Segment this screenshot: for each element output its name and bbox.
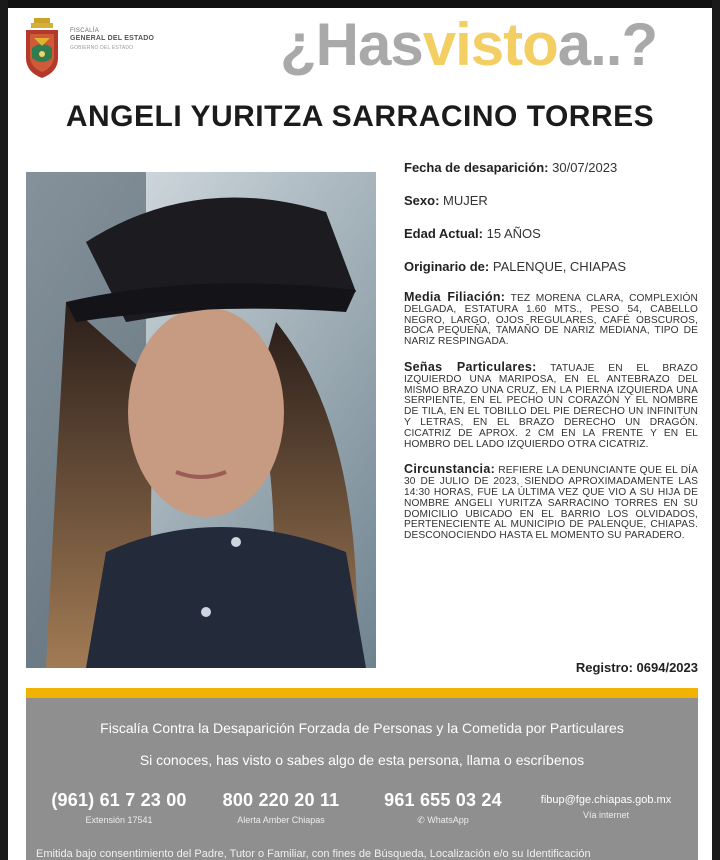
whatsapp-icon: ✆ [417, 815, 428, 825]
person-name: ANGELI YURITZA SARRACINO TORRES [65, 100, 655, 133]
registration-label: Registro: [575, 660, 633, 675]
sex [404, 193, 698, 208]
missing-person-poster [8, 0, 712, 860]
origin [404, 259, 698, 274]
contact-phone-number: (961) 61 7 23 00 [51, 790, 187, 810]
headline [280, 11, 658, 78]
contact-whatsapp [368, 790, 518, 826]
sex-value: MUJER [443, 193, 488, 208]
top-border [8, 0, 712, 8]
contact-amber-alert [206, 790, 356, 825]
current-age-label: Edad Actual: [404, 226, 483, 241]
disappearance-date-value: 30/07/2023 [552, 160, 618, 175]
circumstance-label: Circunstancia: [404, 462, 496, 477]
headline-part-1: ¿Has [280, 11, 423, 78]
footer-call-to-action: Si conoces, has visto o sabes algo de esta persona, llama o escríbenos [139, 752, 585, 768]
contact-email-address: fibup@fge.chiapas.gob.mx [540, 794, 672, 806]
sex-label: Sexo: [404, 193, 440, 208]
details-panel [404, 160, 698, 556]
gold-divider [26, 688, 698, 698]
physical-description-value: TEZ MORENA CLARA, COMPLEXIÓN DELGADA, ESTATURA 1.60 MTS., PESO 54, CABELLO NEGRO, LARGO, OJOS REGULARES, CAFÉ OBSCUROS, BOCA PEQUEÑA, TAMAÑO DE NARIZ MEDIANA, TIPO DE NARIZ RESPINGADA. [404, 293, 698, 348]
institution-line-2: GENERAL DEL ESTADO [70, 35, 155, 42]
distinguishing-marks-label: Señas Particulares: [404, 359, 537, 374]
state-coat-of-arms-logo [22, 18, 62, 80]
contact-phone-extension: Extensión 17541 [85, 815, 153, 825]
distinguishing-marks [404, 359, 699, 450]
physical-description [404, 292, 698, 348]
current-age-value: 15 AÑOS [486, 226, 541, 241]
registration-number [404, 660, 698, 675]
contact-whatsapp-label [368, 815, 518, 826]
distinguishing-marks-value: TATUAJE EN EL BRAZO IZQUIERDO UNA MARIPOSA, EN EL ANTEBRAZO DEL MISMO BRAZO UNA CRUZ, EN LA PIERNA IZQUIERDA UNA SERPIENTE, EN EL PECHO UN CORAZÓN Y EL NOMBRE DE TILA, EN EL TOBILLO DEL PIE DERECHO UN INFINITUN Y LETRAS, EN EL BRAZO DERECHO UN DRAGÓN. CICATRIZ DE APROX. 2 CM EN LA FRENTE Y EN EL HOMBRO DEL LADO IZQUIERDO OTRA CICATRIZ. [404, 362, 699, 450]
footer-agency: Fiscalía Contra la Desaparición Forzada de Personas y la Cometida por Particulares [100, 720, 624, 736]
contact-whatsapp-text: WhatsApp [427, 815, 469, 825]
contact-phone [44, 790, 194, 825]
contact-whatsapp-number: 961 655 03 24 [384, 790, 502, 810]
origin-label: Originario de: [404, 259, 490, 274]
contact-amber-number: 800 220 20 11 [222, 790, 340, 810]
headline-part-3: a..? [557, 11, 658, 78]
institution-line-1: FISCALÍA [70, 28, 100, 34]
contact-footer [26, 698, 698, 860]
institution-name [70, 28, 200, 51]
disappearance-date [404, 160, 698, 175]
person-photo [26, 172, 376, 668]
registration-value: 0694/2023 [636, 660, 698, 675]
current-age [404, 226, 698, 241]
disappearance-date-label: Fecha de desaparición: [404, 160, 549, 175]
origin-value: PALENQUE, CHIAPAS [492, 259, 627, 274]
circumstance-value: REFIERE LA DENUNCIANTE QUE EL DÍA 30 DE JULIO DE 2023, SIENDO APROXIMADAMENTE LAS 14:30 HORAS, FUE LA ÚLTIMA VEZ QUE VIO A SU HIJA DE NOMBRE ANGELI YURITZA SARRACINO TORRES EN SU DOMICILIO UBICADO EN EL BARRIO LOS OLVIDADOS, PERTENECIENTE AL MUNICIPIO DE PALENQUE, CHIAPAS. DESCONOCIENDO HASTA EL MOMENTO SU PARADERO. [404, 465, 698, 542]
footer-disclaimer: Emitida bajo consentimiento del Padre, Tutor o Familiar, con fines de Búsqueda, Localización e/o su Identificación [36, 848, 591, 860]
circumstance [404, 464, 698, 542]
contact-email [526, 790, 686, 820]
headline-part-2: visto [422, 11, 558, 78]
contact-email-label: Vía internet [582, 810, 630, 820]
contact-amber-label: Alerta Amber Chiapas [237, 815, 325, 825]
institution-line-3: GOBIERNO DEL ESTADO [70, 45, 134, 51]
physical-description-label: Media Filiación: [404, 290, 506, 304]
